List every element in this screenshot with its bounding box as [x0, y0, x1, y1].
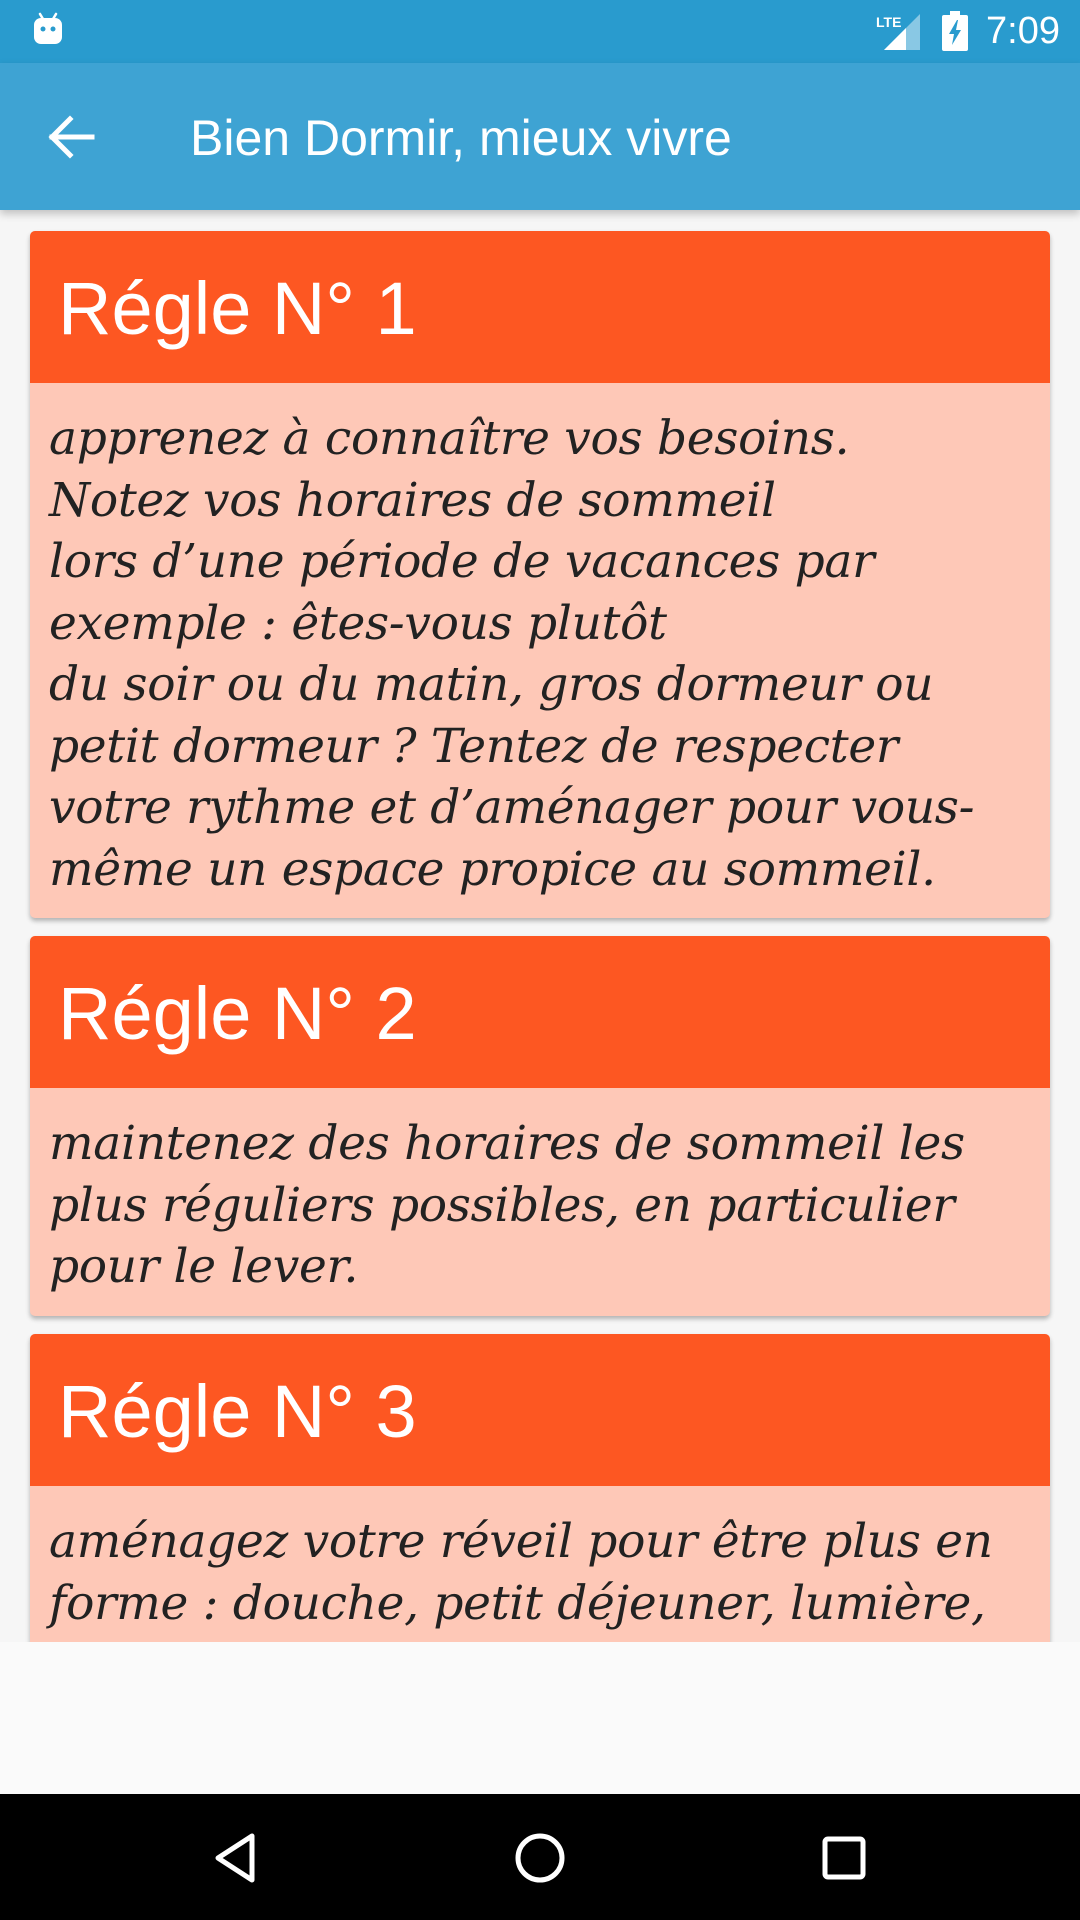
network-label: LTE	[876, 14, 902, 30]
arrow-back-icon	[48, 115, 96, 159]
rule-title: Régle N° 3	[58, 1370, 417, 1453]
rule-card-1	[30, 231, 1050, 918]
rule-text	[30, 1486, 1050, 1642]
lte-signal-icon	[876, 12, 920, 50]
rules-list[interactable]	[0, 210, 1080, 1642]
rule-text-line: pour le lever.	[49, 1239, 359, 1294]
status-clock: 7:09	[986, 10, 1060, 52]
nav-home-button[interactable]	[498, 1816, 582, 1900]
rule-text-line: maintenez des horaires de sommeil les	[49, 1116, 965, 1171]
rule-card-header	[30, 1334, 1050, 1486]
rule-text-line: du soir ou du matin, gros dormeur ou	[49, 657, 934, 712]
rule-card-2	[30, 936, 1050, 1316]
rule-text-line: petit dormeur ? Tentez de respecter	[49, 718, 899, 774]
nav-recents-button[interactable]	[802, 1816, 886, 1900]
rule-text	[30, 383, 1050, 918]
navigation-bar	[0, 1794, 1080, 1920]
rule-text	[30, 1088, 1050, 1316]
rule-text-line: aménagez votre réveil pour être plus en	[49, 1514, 993, 1569]
recents-square-icon	[814, 1828, 874, 1888]
rule-text-line: apprenez à connaître vos besoins.	[49, 411, 850, 466]
rule-card-3	[30, 1334, 1050, 1642]
rule-title: Régle N° 2	[58, 972, 417, 1055]
back-triangle-icon	[206, 1828, 266, 1888]
rule-text-line: forme : douche, petit déjeuner, lumière,	[49, 1575, 986, 1631]
app-bar	[0, 63, 1080, 210]
status-bar	[0, 0, 1080, 63]
rule-text-line: lors d’une période de vacances par	[49, 534, 875, 589]
back-button[interactable]	[34, 99, 110, 175]
page-title: Bien Dormir, mieux vivre	[190, 110, 732, 166]
rule-text-line: plus réguliers possibles, en particulier	[49, 1177, 955, 1233]
rule-card-header	[30, 231, 1050, 383]
nav-back-button[interactable]	[194, 1816, 278, 1900]
battery-charging-icon	[942, 11, 968, 51]
rule-title: Régle N° 1	[58, 267, 417, 350]
android-icon	[32, 12, 64, 46]
rule-card-header	[30, 936, 1050, 1088]
rule-text-line: votre rythme et d’aménager pour vous-	[49, 780, 975, 835]
rule-text-line: même un espace propice au sommeil.	[49, 841, 936, 897]
rule-text-line: exemple : êtes-vous plutôt	[49, 595, 667, 651]
home-circle-icon	[510, 1828, 570, 1888]
rule-text-line: Notez vos horaires de sommeil	[49, 472, 776, 528]
